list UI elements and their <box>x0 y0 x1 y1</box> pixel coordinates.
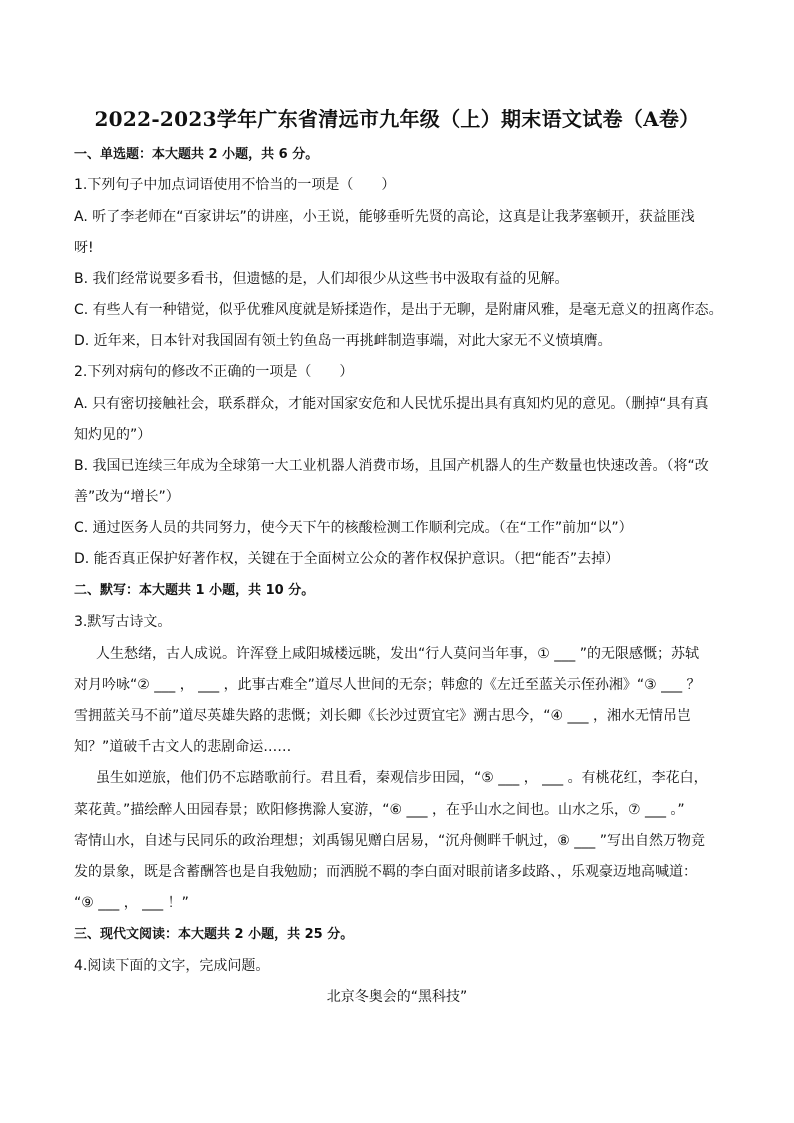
question-3-passage-1-line-2: 对月吟咏“② ___ ， ___ ，此事古难全”道尽人世间的无奈；韩愈的《左迁至蓝关示侄孙湘》“③ ___ ？ <box>74 677 701 693</box>
question-1-option-a: A. 听了李老师在“百家讲坛”的讲座，小王说，能够垂听先贤的高论，这真是让我茅塞顿开，获益匪浅 <box>74 209 695 225</box>
article-title: 北京冬奥会的“黑科技” <box>326 989 468 1005</box>
section-heading-modern-reading: 三、现代文阅读：本大题共 2 小题，共 25 分。 <box>74 927 354 942</box>
question-2-option-c: C. 通过医务人员的共同努力，使今天下午的核酸检测工作顺利完成。（在“工作”前加“以”） <box>74 520 633 536</box>
question-2-option-a: A. 只有密切接触社会，联系群众，才能对国家安危和人民忧乐提出具有真知灼见的意见。（删掉“具有真 <box>74 396 709 412</box>
question-2-option-b-continued: 善”改为“增长”） <box>74 489 180 505</box>
question-2-option-b: B. 我国已连续三年成为全球第一大工业机器人消费市场，且国产机器人的生产数量也快速改善。（将“改 <box>74 458 709 474</box>
question-3-passage-2-line-3: 寄情山水，自述与民同乐的政治理想；刘禹锡见赠白居易，“沉舟侧畔千帆过，⑧ ___ ”写出自然万物竞 <box>74 833 705 849</box>
question-1-option-b: B. 我们经常说要多看书，但遗憾的是，人们却很少从这些书中汲取有益的见解。 <box>74 271 569 287</box>
question-2-stem: 2.下列对病句的修改不正确的一项是（ ） <box>74 364 354 380</box>
section-heading-single-choice: 一、单选题：本大题共 2 小题，共 6 分。 <box>74 147 319 162</box>
question-1-option-d: D. 近年来，日本针对我国固有领土钓鱼岛一再挑衅制造事端，对此大家无不义愤填膺。 <box>74 333 612 349</box>
question-3-stem: 3.默写古诗文。 <box>74 614 172 630</box>
question-2-option-d: D. 能否真正保护好著作权，关键在于全面树立公众的著作权保护意识。（把“能否”去掉） <box>74 551 620 567</box>
question-1-stem: 1.下列句子中加点词语使用不恰当的一项是（ ） <box>74 177 396 193</box>
page-title: 2022-2023学年广东省清远市九年级（上）期末语文试卷（A卷） <box>94 107 700 131</box>
question-3-passage-2-line-1: 虽生如逆旅，他们仍不忘踏歌前行。君且看，秦观信步田园，“⑤ ___ ， ___ 。有桃花红，李花白， <box>96 770 708 786</box>
question-4-stem: 4.阅读下面的文字，完成问题。 <box>74 958 270 974</box>
question-3-passage-2-line-5: “⑨ ___ ， ___ ！” <box>74 895 189 911</box>
section-heading-dictation: 二、默写：本大题共 1 小题，共 10 分。 <box>74 583 315 598</box>
question-1-option-c: C. 有些人有一种错觉，似乎优雅风度就是矫揉造作，是出于无聊，是附庸风雅，是毫无意义的扭离作态。 <box>74 302 723 318</box>
question-3-passage-1-line-3: 雪拥蓝关马不前”道尽英雄失路的悲慨；刘长卿《长沙过贾宜宅》溯古思今，“④ ___ ，湘水无情吊岂 <box>74 708 691 724</box>
question-2-option-a-continued: 知灼见的”） <box>74 427 152 443</box>
question-3-passage-1-line-4: 知？”道破千古文人的悲剧命运…… <box>74 739 292 755</box>
question-3-passage-2-line-2: 菜花黄。”描绘醉人田园春景；欧阳修携滁人宴游，“⑥ ___ ，在乎山水之间也。山水之乐，⑦ ___ 。” <box>74 802 685 818</box>
question-3-passage-2-line-4: 发的景象，既是含蓄酬答也是自我勉励；而洒脱不羁的李白面对眼前诸多歧路、，乐观豪迈地高喊道： <box>74 864 697 880</box>
question-1-option-a-continued: 呀! <box>74 240 94 256</box>
question-3-passage-1-line-1: 人生愁绪，古人成说。许浑登上咸阳城楼远眺，发出“行人莫问当年事，① ___ ”的无限感慨；苏轼 <box>96 646 699 662</box>
